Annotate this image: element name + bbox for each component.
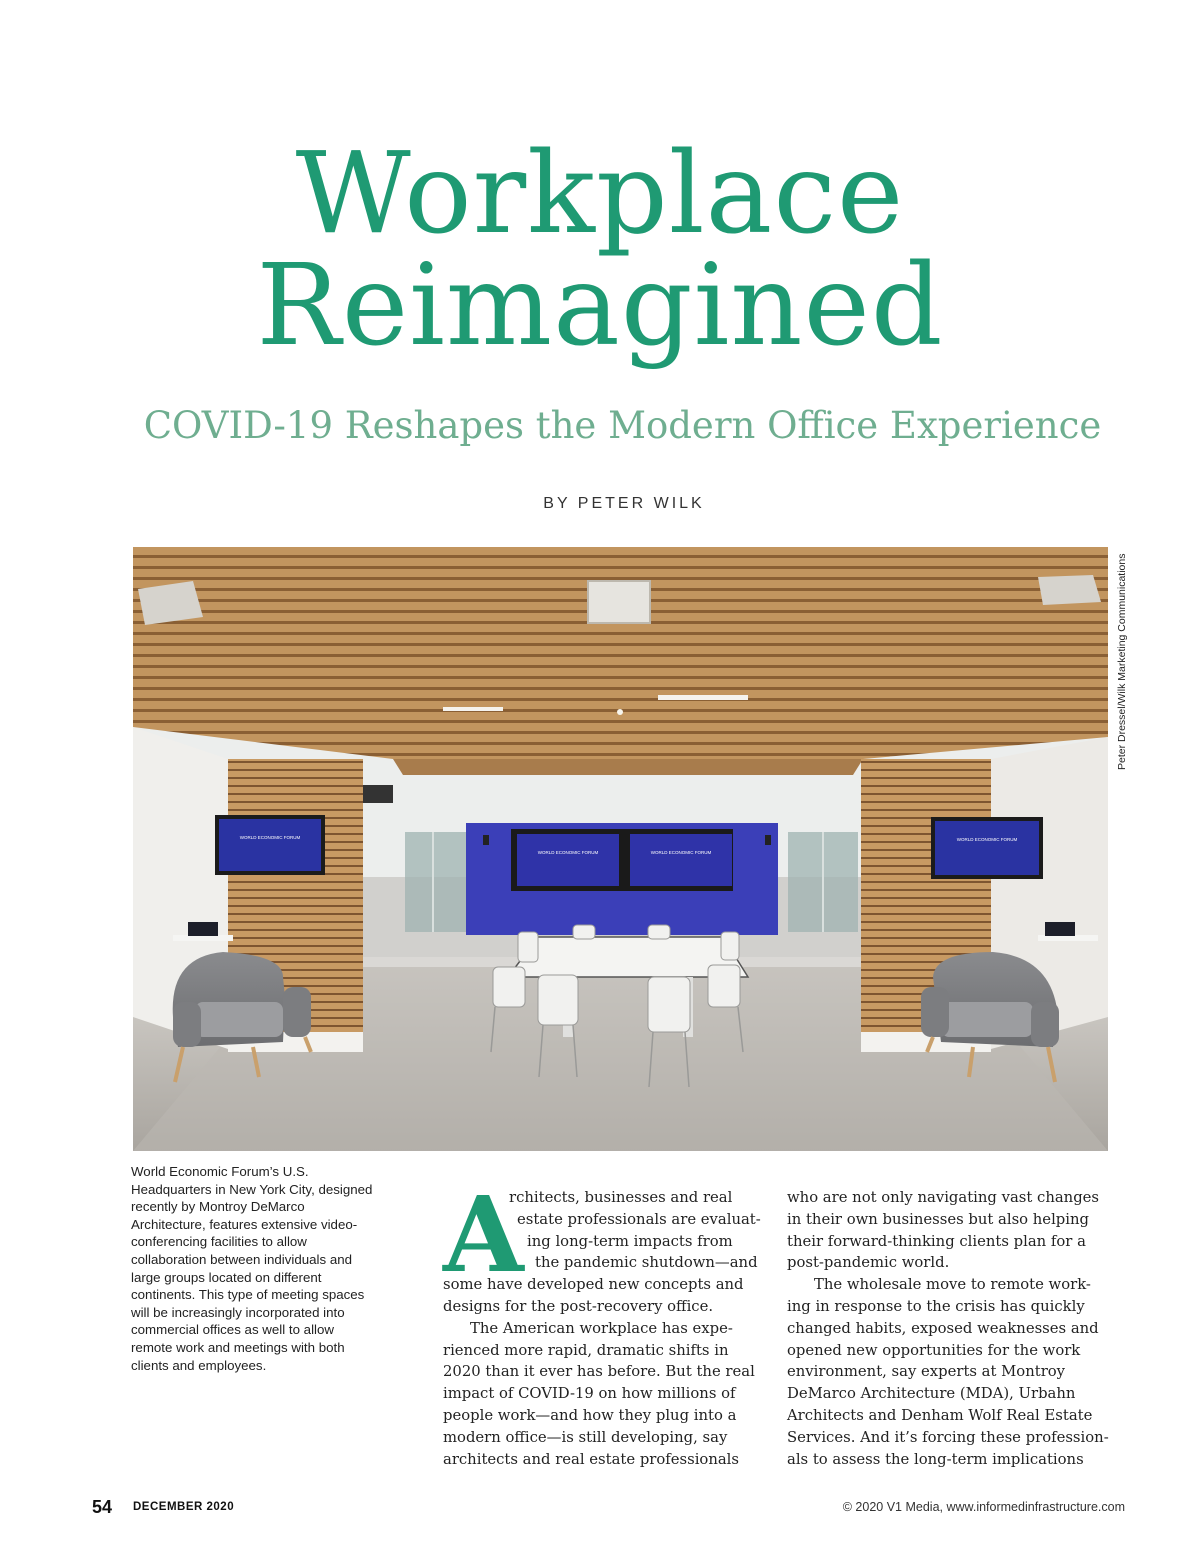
- body-line: post-pandemic world.: [787, 1254, 950, 1272]
- body-line: ing long-term impacts from: [527, 1232, 733, 1250]
- article-column-2: [787, 1187, 1109, 1470]
- issue-date: DECEMBER 2020: [133, 1501, 235, 1513]
- body-line: environment, say experts at Montroy: [787, 1363, 1066, 1381]
- body-line: impact of COVID-19 on how millions of: [443, 1385, 736, 1403]
- body-line: modern office—is still developing, say: [443, 1428, 728, 1446]
- body-line: als to assess the long-term implications: [787, 1450, 1084, 1468]
- body-line: changed habits, exposed weaknesses and: [787, 1319, 1099, 1337]
- screen-label: WORLD ECONOMIC FORUM: [239, 835, 301, 840]
- headline-line-2: Reimagined: [256, 241, 944, 371]
- body-line: DeMarco Architecture (MDA), Urbahn: [787, 1385, 1076, 1403]
- body-line: the pandemic shutdown—and: [535, 1254, 758, 1272]
- body-line: The wholesale move to remote work-: [814, 1276, 1091, 1294]
- photo-caption: World Economic Forum’s U.S. Headquarters in New York City, designed recently by Montroy DeMarco Architecture, features extensive video-conferencing facilities to allow collaboration between individuals and large groups located on different continents. This type of meeting spaces will be increasingly incorporated into commercial offices as well to allow remote work and meetings with both clients and employees.: [131, 1164, 373, 1373]
- body-line: architects and real estate professionals: [443, 1450, 740, 1468]
- subheadline: COVID-19 Reshapes the Modern Office Experience: [143, 404, 1102, 447]
- body-line: some have developed new concepts and: [443, 1276, 744, 1294]
- body-line: who are not only navigating vast changes: [787, 1189, 1100, 1206]
- body-line: Architects and Denham Wolf Real Estate: [787, 1406, 1093, 1424]
- body-line: The American workplace has expe-: [470, 1319, 733, 1337]
- body-line: ing in response to the crisis has quickly: [787, 1297, 1085, 1315]
- screen-label: WORLD ECONOMIC FORUM: [956, 837, 1018, 842]
- screen-label: WORLD ECONOMIC FORUM: [650, 850, 712, 855]
- page-number: 54: [92, 1497, 113, 1517]
- copyright-notice: © 2020 V1 Media, www.informedinfrastructure.com: [842, 1500, 1125, 1514]
- body-line: opened new opportunities for the work: [787, 1341, 1081, 1359]
- body-line: rchitects, businesses and real: [509, 1189, 733, 1206]
- photo-credit: Peter Dressel/Wilk Marketing Communications: [1116, 553, 1128, 770]
- body-line: 2020 than it ever has before. But the real: [443, 1363, 755, 1381]
- article-column-1: [443, 1187, 765, 1470]
- body-line: people work—and how they plug into a: [443, 1406, 737, 1424]
- screen-label: WORLD ECONOMIC FORUM: [537, 850, 599, 855]
- byline: BY PETER WILK: [543, 495, 705, 512]
- body-line: Services. And it’s forcing these profession-: [787, 1428, 1109, 1446]
- body-line: designs for the post-recovery office.: [443, 1297, 714, 1315]
- headline-line-1: Workplace: [295, 129, 905, 259]
- body-line: estate professionals are evaluat-: [517, 1210, 761, 1228]
- drop-cap: A: [443, 1173, 524, 1296]
- office-photo: [133, 547, 1108, 1151]
- body-line: in their own businesses but also helping: [787, 1210, 1090, 1228]
- body-line: rienced more rapid, dramatic shifts in: [443, 1341, 729, 1359]
- body-line: their forward-thinking clients plan for a: [787, 1232, 1086, 1250]
